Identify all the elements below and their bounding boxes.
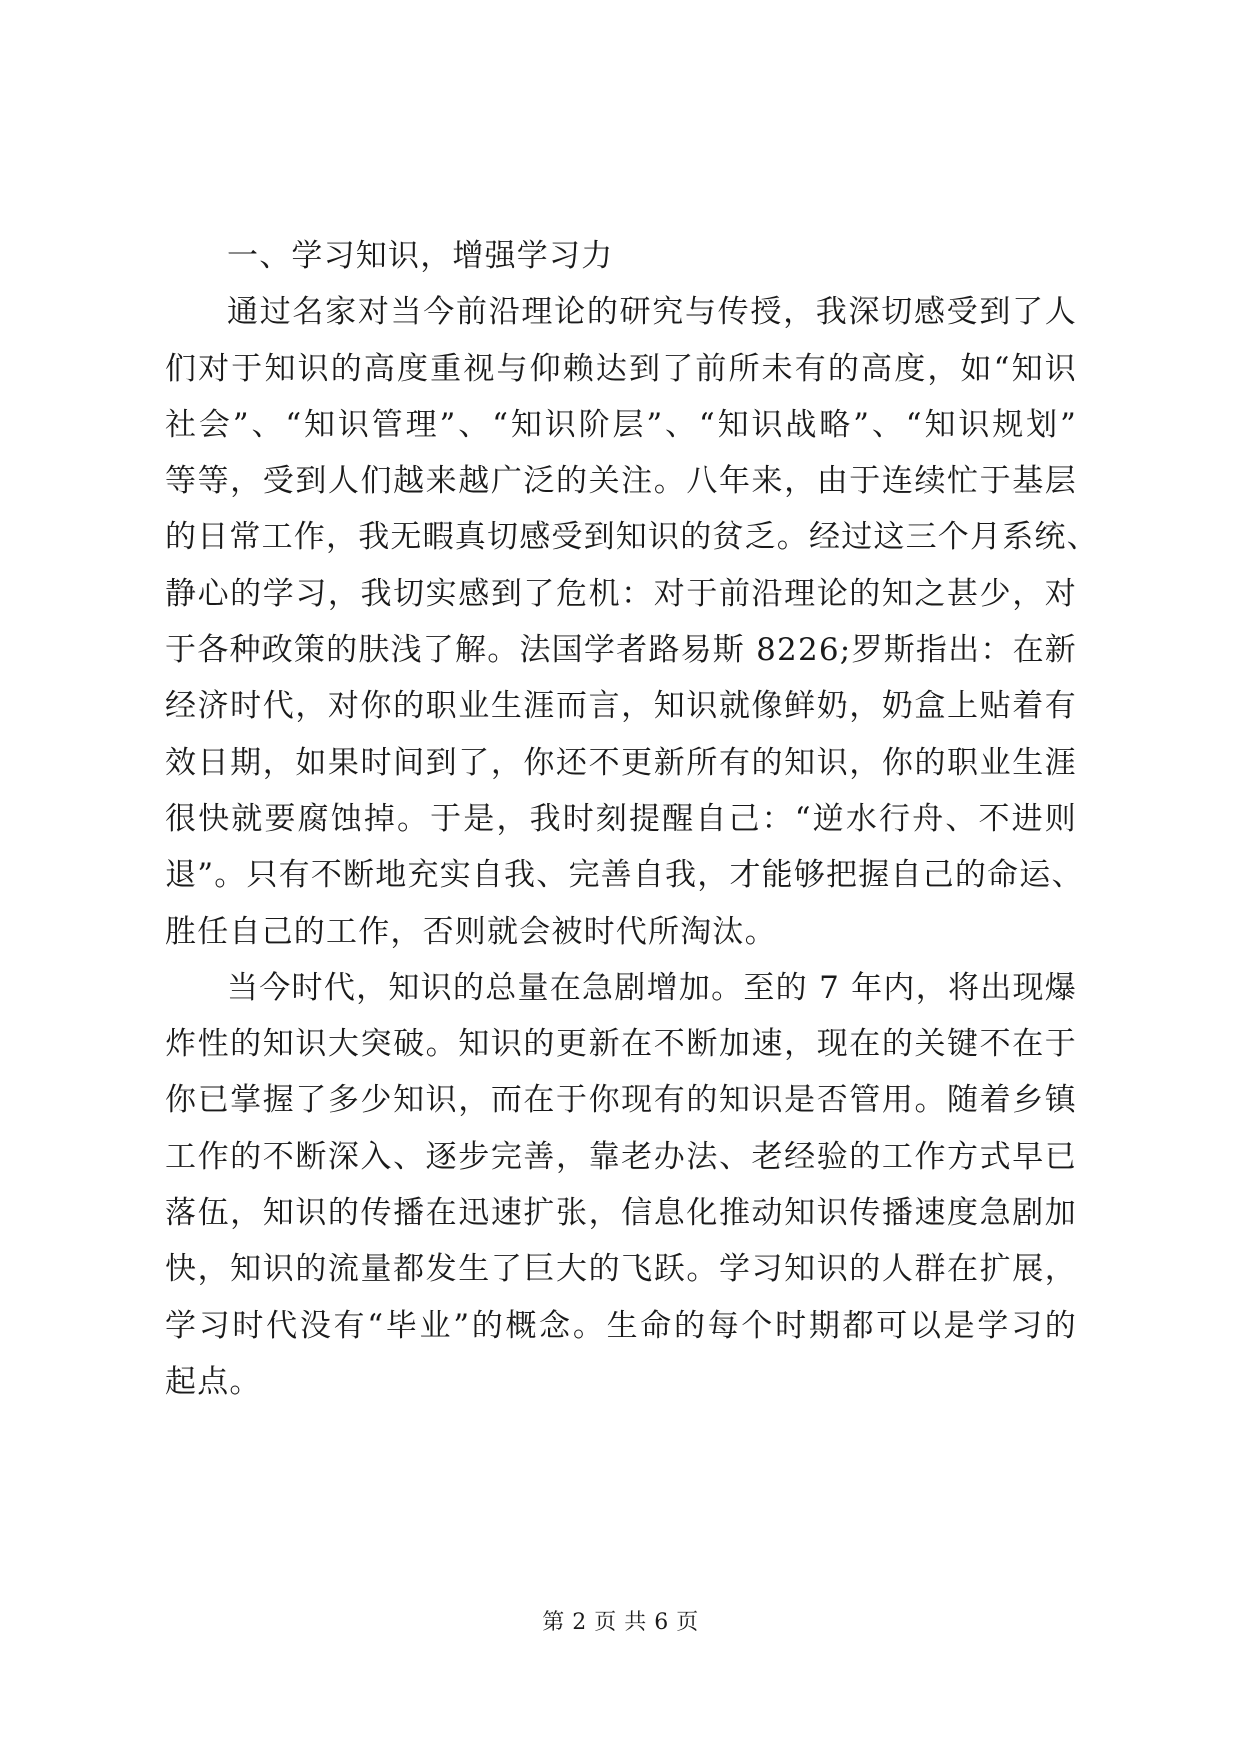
paragraph-line: 退”。只有不断地充实自我、完善自我，才能够把握自己的命运、 [165, 857, 1084, 894]
paragraph-line: 起点。 [165, 1363, 262, 1400]
paragraph-line: 的日常工作，我无暇真切感受到知识的贫乏。经过这三个月系统、 [165, 519, 1099, 556]
document-body [165, 228, 1099, 1410]
paragraph-line: 们对于知识的高度重视与仰赖达到了前所未有的高度，如“知识 [165, 350, 1077, 387]
paragraph-line: 于各种政策的肤浅了解。法国学者路易斯 8226;罗斯指出：在新 [165, 632, 1077, 669]
section-heading: 一、学习知识，增强学习力 [227, 238, 614, 274]
paragraph-line: 学习时代没有“毕业”的概念。生命的每个时期都可以是学习的 [165, 1307, 1077, 1344]
paragraph-line: 工作的不断深入、逐步完善，靠老办法、老经验的工作方式早已 [165, 1138, 1077, 1175]
paragraph-line: 等等，受到人们越来越广泛的关注。八年来，由于连续忙于基层 [165, 463, 1077, 500]
paragraph-line: 炸性的知识大突破。知识的更新在不断加速，现在的关键不在于 [165, 1026, 1077, 1063]
paragraph-line: 当今时代，知识的总量在急剧增加。至的 7 年内，将出现爆 [227, 969, 1077, 1006]
paragraph-2 [165, 960, 1077, 1410]
paragraph-line: 社会”、“知识管理”、“知识阶层”、“知识战略”、“知识规划” [165, 406, 1077, 443]
page-number-footer: 第 2 页 共 6 页 [542, 1610, 699, 1635]
paragraph-line: 静心的学习，我切实感到了危机：对于前沿理论的知之甚少，对 [165, 575, 1077, 612]
paragraph-line: 落伍，知识的传播在迅速扩张，信息化推动知识传播速度急剧加 [165, 1195, 1077, 1232]
paragraph-line: 效日期，如果时间到了，你还不更新所有的知识，你的职业生涯 [165, 744, 1077, 781]
paragraph-line: 胜任自己的工作，否则就会被时代所淘汰。 [165, 913, 777, 950]
paragraph-line: 通过名家对当今前沿理论的研究与传授，我深切感受到了人 [227, 294, 1077, 331]
paragraph-line: 你已掌握了多少知识，而在于你现有的知识是否管用。随着乡镇 [165, 1082, 1077, 1119]
paragraph-line: 经济时代，对你的职业生涯而言，知识就像鲜奶，奶盒上贴着有 [165, 688, 1077, 725]
paragraph-1 [165, 284, 1099, 960]
paragraph-line: 很快就要腐蚀掉。于是，我时刻提醒自己：“逆水行舟、不进则 [165, 800, 1077, 837]
paragraph-line: 快，知识的流量都发生了巨大的飞跃。学习知识的人群在扩展， [165, 1251, 1077, 1288]
